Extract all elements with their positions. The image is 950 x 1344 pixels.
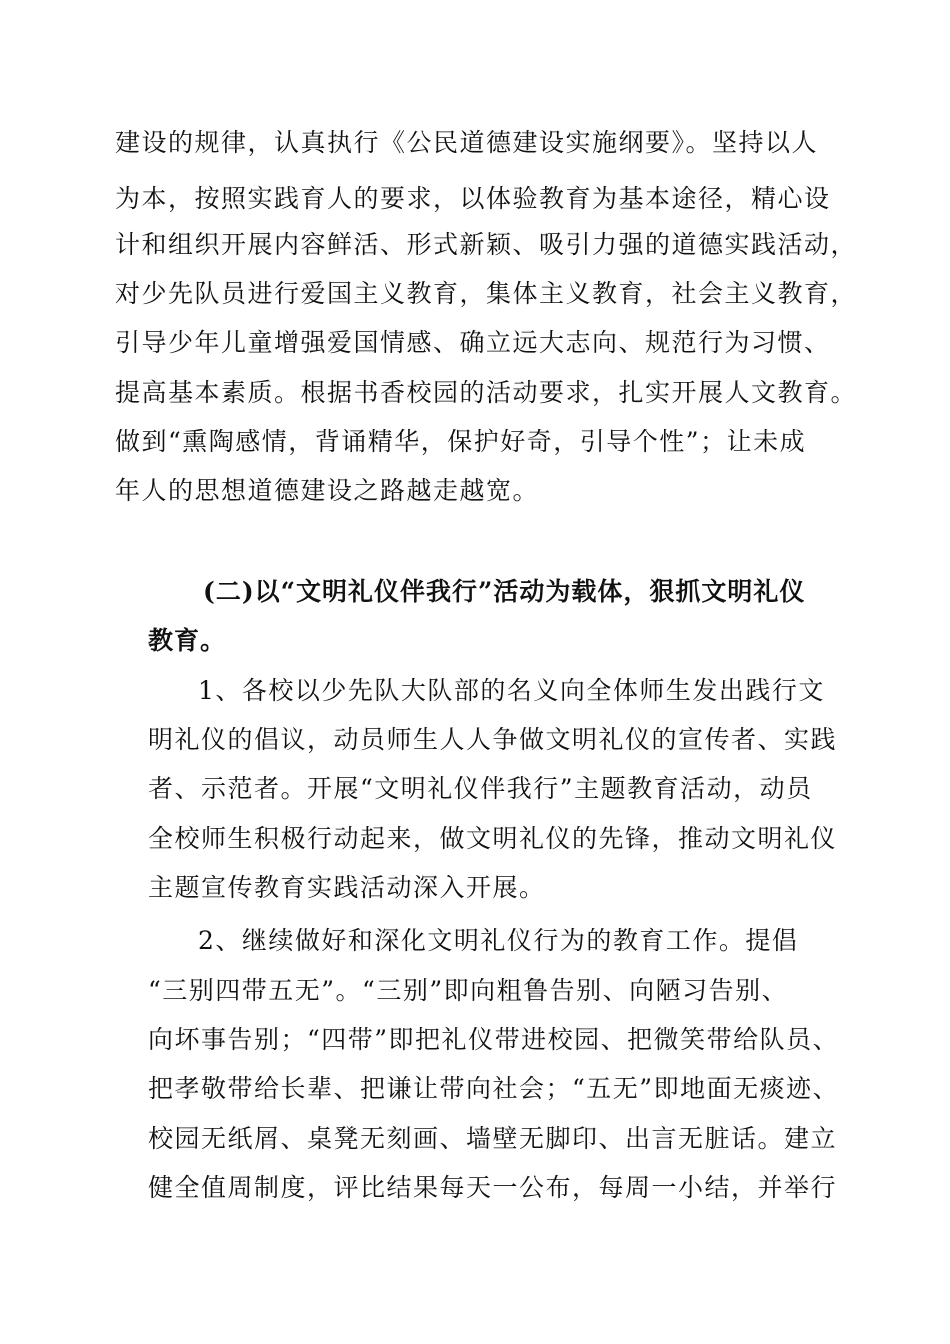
- text-line: 1、各校以少先队大队部的名义向全体师生发出践行文: [198, 676, 825, 705]
- text-line: 为本，按照实践育人的要求，以体验教育为基本途径，精心设: [115, 184, 831, 213]
- text-line: 校园无纸屑、桌凳无刻画、墙壁无脚印、出言无脏话。建立: [148, 1124, 838, 1153]
- text-line: 把孝敬带给长辈、把谦让带向社会；“五无”即地面无痰迹、: [148, 1074, 840, 1103]
- text-line: 2、继续做好和深化文明礼仪行为的教育工作。提倡: [198, 926, 799, 955]
- text-line: 向坏事告别；“四带”即把礼仪带进校园、把微笑带给队员、: [148, 1025, 840, 1054]
- text-line: 明礼仪的倡议，动员师生人人争做文明礼仪的宣传者、实践: [148, 725, 838, 754]
- section-heading: (二)以“文明礼仪伴我行”活动为载体，狠抓文明礼仪: [203, 577, 806, 606]
- text-line: 主题宣传教育实践活动深入开展。: [148, 873, 546, 902]
- section-heading: 教育。: [148, 626, 227, 655]
- text-line: 对少先队员进行爱国主义教育，集体主义教育，社会主义教育，: [115, 279, 858, 308]
- text-line: 建设的规律，认真执行《公民道德建设实施纲要》。坚持以人: [115, 128, 819, 157]
- text-line: 年人的思想道德建设之路越走越宽。: [115, 476, 540, 505]
- text-line: 者、示范者。开展“文明礼仪伴我行”主题教育活动，动员: [148, 774, 813, 803]
- text-line: 计和组织开展内容鲜活、形式新颖、吸引力强的道德实践活动，: [115, 230, 858, 259]
- text-line: 提高基本素质。根据书香校园的活动要求，扎实开展人文教育。: [115, 378, 858, 407]
- text-line: 健全值周制度，评比结果每天一公布，每周一小结，并举行: [148, 1173, 838, 1202]
- text-line: 做到“熏陶感情，背诵精华，保护好奇，引导个性”；让未成: [115, 427, 807, 456]
- text-line: “三别四带五无”。“三别”即向粗鲁告别、向陋习告别、: [148, 976, 789, 1005]
- text-line: 全校师生积极行动起来，做文明礼仪的先锋，推动文明礼仪: [148, 824, 838, 853]
- text-line: 引导少年儿童增强爱国情感、确立远大志向、规范行为习惯、: [115, 328, 831, 357]
